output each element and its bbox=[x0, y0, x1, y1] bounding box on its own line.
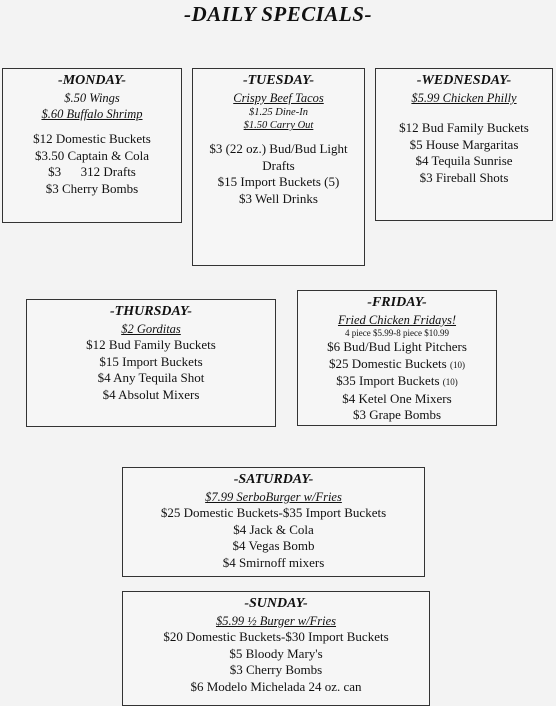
tuesday-heading: -TUESDAY- bbox=[242, 73, 315, 88]
tuesday-item: $3 (22 oz.) Bud/Bud Light bbox=[209, 141, 348, 156]
friday-special: Fried Chicken Fridays! bbox=[337, 313, 457, 327]
sunday-item: $6 Modelo Michelada 24 oz. can bbox=[190, 678, 362, 694]
friday-item bbox=[298, 373, 496, 391]
monday-item: $12 Domestic Buckets bbox=[33, 131, 151, 146]
thursday-special: $2 Gorditas bbox=[121, 322, 181, 336]
friday-item-text: $25 Domestic Buckets bbox=[329, 355, 447, 371]
sunday-item: $3 Cherry Bombs bbox=[229, 662, 323, 677]
tuesday-price-dine-in: $1.25 Dine-In bbox=[249, 107, 308, 118]
thursday-item: $15 Import Buckets bbox=[99, 353, 203, 369]
sunday-special: $5.99 ½ Burger w/Fries bbox=[215, 614, 337, 628]
monday-heading: -MONDAY- bbox=[58, 73, 126, 88]
friday-item bbox=[298, 356, 496, 374]
saturday-heading: -SATURDAY- bbox=[233, 472, 314, 487]
wednesday-box bbox=[375, 68, 553, 221]
monday-special-wings: $.50 Wings bbox=[64, 91, 120, 105]
thursday-box bbox=[26, 299, 276, 427]
wednesday-item: $3 Fireball Shots bbox=[419, 169, 509, 185]
thursday-item: $4 Any Tequila Shot bbox=[97, 370, 205, 385]
page-title: -DAILY SPECIALS- bbox=[184, 2, 372, 26]
monday-special-shrimp: $.60 Buffalo Shrimp bbox=[41, 107, 143, 121]
friday-item-text: $35 Import Buckets bbox=[336, 373, 440, 388]
saturday-item: $4 Smirnoff mixers bbox=[222, 554, 325, 570]
saturday-item: $25 Domestic Buckets-$35 Import Buckets bbox=[160, 505, 387, 520]
monday-item: $3 312 Drafts bbox=[48, 164, 136, 179]
thursday-item: $12 Bud Family Buckets bbox=[86, 337, 216, 352]
saturday-box bbox=[122, 467, 425, 577]
sunday-item: $5 Bloody Mary's bbox=[229, 645, 323, 661]
saturday-item: $4 Vegas Bomb bbox=[232, 538, 315, 553]
monday-item: $3 Cherry Bombs bbox=[45, 180, 139, 196]
tuesday-item: Drafts bbox=[262, 157, 295, 173]
monday-box bbox=[2, 68, 182, 223]
saturday-item: $4 Jack & Cola bbox=[233, 521, 314, 537]
tuesday-price-carry-out: $1.50 Carry Out bbox=[243, 120, 314, 131]
wednesday-item: $4 Tequila Sunrise bbox=[415, 153, 513, 168]
friday-item: $6 Bud/Bud Light Pitchers bbox=[327, 339, 467, 354]
wednesday-item: $12 Bud Family Buckets bbox=[399, 120, 529, 135]
sunday-box bbox=[122, 591, 430, 706]
tuesday-box bbox=[192, 68, 365, 266]
friday-heading: -FRIDAY- bbox=[367, 295, 427, 310]
friday-item: $4 Ketel One Mixers bbox=[342, 390, 452, 406]
sunday-item: $20 Domestic Buckets-$30 Import Buckets bbox=[163, 629, 389, 644]
friday-box bbox=[297, 290, 497, 426]
wednesday-item: $5 House Margaritas bbox=[409, 136, 519, 152]
friday-item: $3 Grape Bombs bbox=[352, 407, 442, 422]
tuesday-item: $15 Import Buckets (5) bbox=[217, 174, 340, 189]
thursday-heading: -THURSDAY- bbox=[110, 304, 192, 319]
tuesday-special: Crispy Beef Tacos bbox=[233, 91, 324, 105]
wednesday-special: $5.99 Chicken Philly bbox=[411, 91, 517, 105]
friday-item-count: (10) bbox=[449, 359, 465, 370]
friday-price-note: 4 piece $5.99-8 piece $10.99 bbox=[345, 328, 449, 338]
friday-item-count: (10) bbox=[442, 377, 458, 387]
tuesday-item: $3 Well Drinks bbox=[239, 190, 318, 206]
sunday-heading: -SUNDAY- bbox=[244, 596, 308, 611]
wednesday-heading: -WEDNESDAY- bbox=[416, 73, 512, 88]
thursday-item: $4 Absolut Mixers bbox=[102, 386, 200, 402]
monday-item: $3.50 Captain & Cola bbox=[34, 147, 150, 163]
saturday-special: $7.99 SerboBurger w/Fries bbox=[205, 490, 342, 504]
